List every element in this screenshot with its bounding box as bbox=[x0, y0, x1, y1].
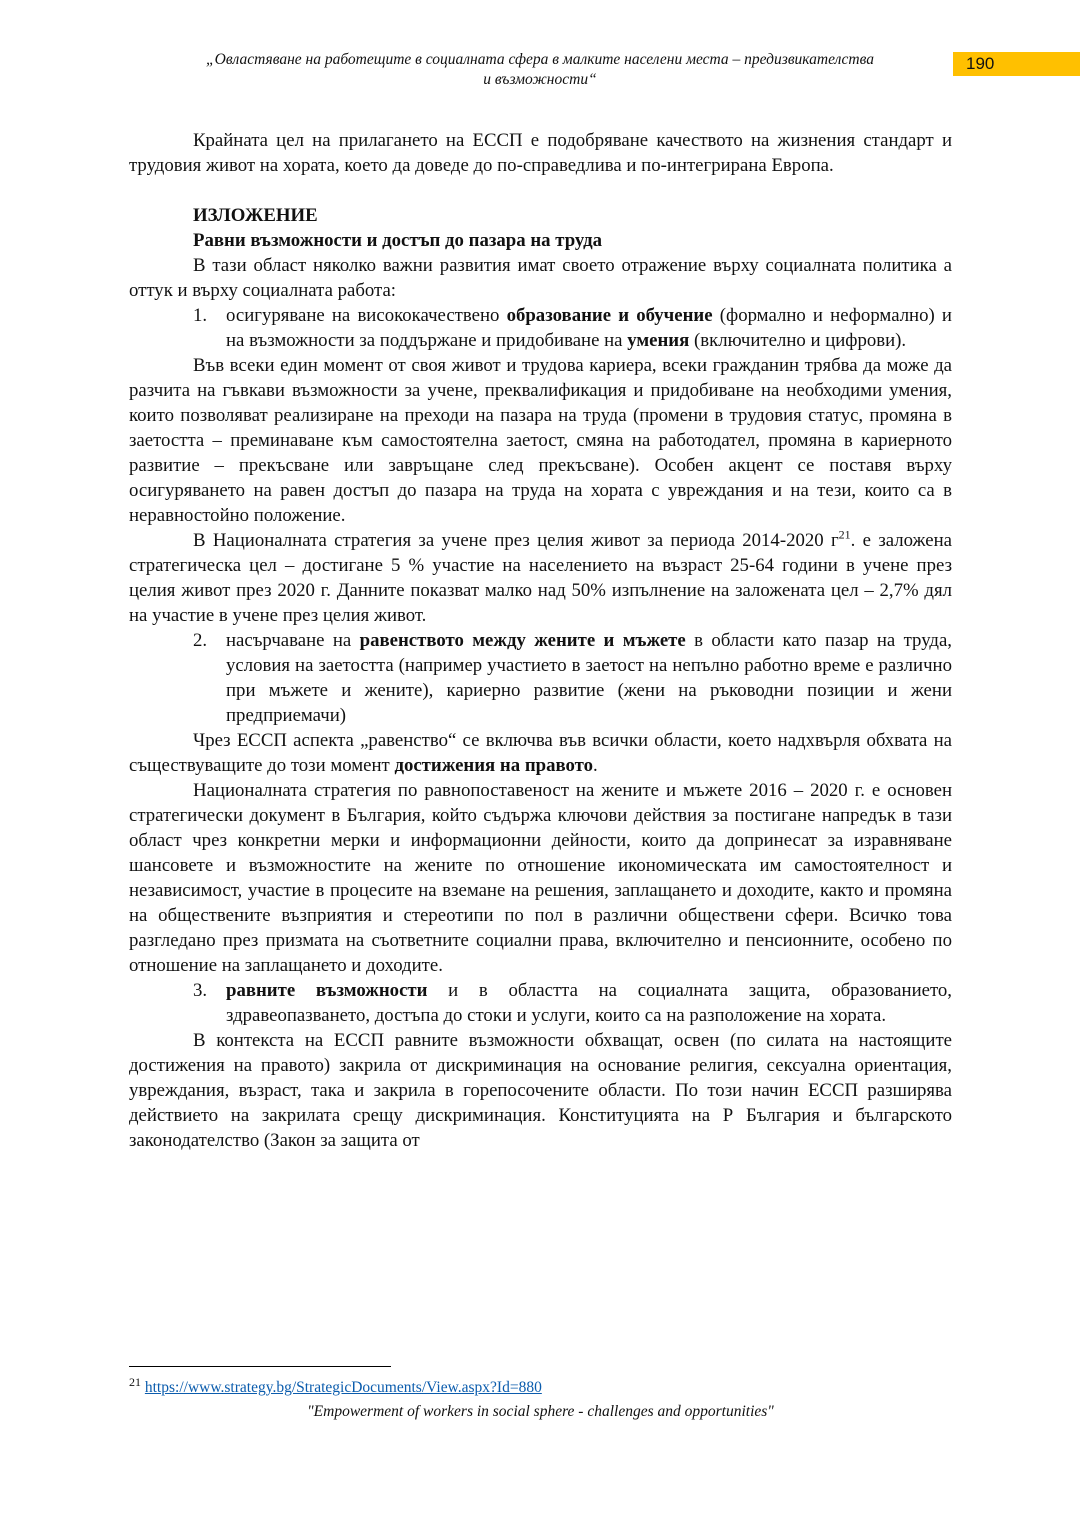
paragraph-equality bbox=[129, 728, 952, 778]
paragraph-career: Във всеки един момент от своя живот и трудова кариера, всеки гражданин трябва да може да разчита на гъвкави възможности за учене, преквалификация и придобиване на необходими умения, които позволяват реализиране на преходи на пазара на труда (промени в трудовия статус, промяна в заетостта – преминаване към самостоятелна заетост, смяна на работодател, промяна в кариерното развитие – прекъсване или завръщане след прекъсване). Особен акцент се поставя върху осигуряването на равен достъп до пазара на труда на хората с увреждания и на тези, които са в неравностойно положение. bbox=[129, 355, 952, 526]
list-bold-text: умения bbox=[627, 330, 690, 351]
section-heading: ИЗЛОЖЕНИЕ bbox=[193, 205, 318, 226]
list-text: в области като пазар на труда, условия на заетостта (например участието в заетост на непълно работно време е различно при мъжете и жените), кариерно развитие (жени на ръководни позиции и жени предприемачи) bbox=[226, 630, 952, 726]
footnote-number: 21 bbox=[129, 1374, 141, 1389]
paragraph-text: Чрез ЕССП аспекта „равенство“ се включва във всички области, което надхвърля обхвата на съществуващите до този момент bbox=[129, 730, 952, 776]
paragraph-bold-text: достижения на правото bbox=[394, 755, 594, 776]
paragraph-intro: Крайната цел на прилагането на ЕССП е подобряване качеството на жизнения стандарт и трудовия живот на хората, което да доведе до по-справедлива и по-интегрирана Европа. bbox=[129, 130, 952, 176]
paragraph-area: В тази област няколко важни развития имат своето отражение върху социалната политика а оттук и върху социалната работа: bbox=[129, 255, 952, 301]
paragraph-strategy bbox=[129, 528, 952, 628]
list-bold-text: равенството между жените и мъжете bbox=[359, 630, 686, 651]
page-number-badge: 190 bbox=[953, 52, 1080, 76]
list-text: и в областта на социалната защита, образованието, здравеопазването, достъпа до стоки и услуги, които са на разположение на хората. bbox=[226, 980, 953, 1026]
header-title-line1: „Овластяване на работещите в социалната сфера в малките населени места – предизвикателства bbox=[206, 51, 874, 68]
list-number: 1. bbox=[193, 305, 208, 326]
footnote-separator bbox=[129, 1366, 391, 1367]
footnote-link[interactable]: https://www.strategy.bg/StrategicDocuments/View.aspx?Id=880 bbox=[144, 1379, 542, 1396]
footnote-ref[interactable]: 21 bbox=[838, 527, 851, 542]
running-footer: "Empowerment of workers in social sphere - challenges and opportunities" bbox=[307, 1403, 774, 1420]
list-bold-text: равните възможности bbox=[226, 980, 428, 1001]
list-text: (формално и неформално) и на възможности за поддържане и придобиване на bbox=[226, 305, 952, 351]
footnote bbox=[129, 1374, 542, 1398]
subsection-heading: Равни възможности и достъп до пазара на труда bbox=[193, 230, 602, 251]
paragraph-national-strategy: Националната стратегия по равнопоставеност на жените и мъжете 2016 – 2020 г. е основен стратегически документ в България, който съдържа ключови действия за постигане напредък в тази област чрез конкретни мерки и информационни дейности, които да допринесат за изравняване шансовете и възможностите на жените по отношение икономическата им самостоятелност и независимост, участие в процесите на вземане на решения, заплащането и доходите, както и промяна на обществените възприятия и стереотипи по пол в различни обществени сфери. Всичко това разгледано през призмата на съответните социални права, включително и пенсионните, особено по отношение на заплащането и доходите. bbox=[129, 780, 952, 976]
list-number: 3. bbox=[193, 980, 208, 1001]
list-text: (включително и цифрови). bbox=[689, 330, 907, 351]
paragraph-text: . bbox=[593, 755, 598, 776]
header-title-line2: и възможности“ bbox=[483, 71, 597, 88]
running-header bbox=[130, 50, 950, 90]
page-body bbox=[129, 128, 952, 1153]
paragraph-text: . е заложена стратегическа цел – достигане 5 % участие на населението на възраст 25-64 години в учене през целия живот през 2020 г. Данните показват малко над 50% изпълнение на заложената цел – 2,7% дял на участие в учене през целия живот. bbox=[129, 530, 953, 626]
list-bold-text: образование и обучение bbox=[506, 305, 713, 326]
list-text: осигуряване на висококачествено bbox=[226, 305, 507, 326]
paragraph-context: В контекста на ЕССП равните възможности обхващат, освен (по силата на настоящите достижения на правото) закрила от дискриминация на основание религия, сексуална ориентация, увреждания, възраст, така и закрила в горепосочените области. По този начин ЕССП разширява действието на закрилата срещу дискриминация. Конституцията на Р България и българското законодателство (Закон за защита от bbox=[129, 1030, 952, 1151]
list-item-2 bbox=[129, 628, 952, 728]
list-item-3 bbox=[129, 978, 952, 1028]
paragraph-text: В Националната стратегия за учене през целия живот за периода 2014-2020 г bbox=[193, 530, 839, 551]
list-number: 2. bbox=[193, 630, 208, 651]
list-text: насърчаване на bbox=[226, 630, 360, 651]
list-item-1 bbox=[129, 303, 952, 353]
